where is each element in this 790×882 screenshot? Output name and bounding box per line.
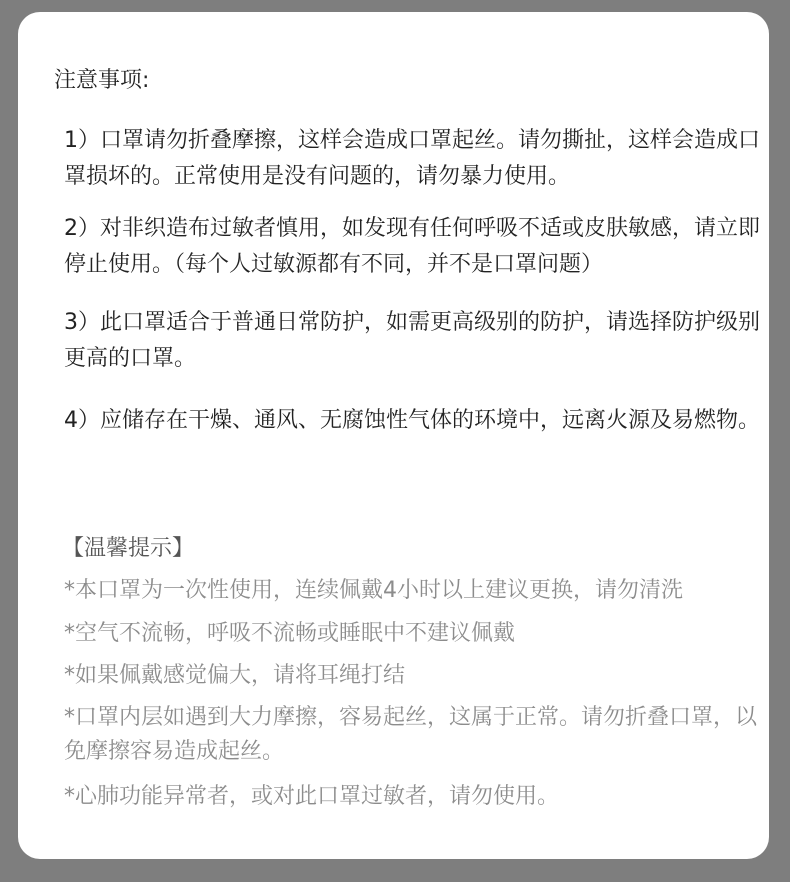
notice-card xyxy=(18,12,769,859)
notice-item-3: 3）此口罩适合于普通日常防护，如需更高级别的防护，请选择防护级别更高的口罩。 xyxy=(64,310,760,371)
tip-item-1: *本口罩为一次性使用，连续佩戴4小时以上建议更换，请勿清洗 xyxy=(64,578,683,603)
tip-item-2: *空气不流畅，呼吸不流畅或睡眠中不建议佩戴 xyxy=(64,621,516,646)
notice-item-2: 2）对非织造布过敏者慎用，如发现有任何呼吸不适或皮肤敏感，请立即停止使用。（每个人过敏源都有不同，并不是口罩问题） xyxy=(64,216,760,277)
tip-item-3: *如果佩戴感觉偏大，请将耳绳打结 xyxy=(64,663,406,688)
notice-item-1: 1）口罩请勿折叠摩擦，这样会造成口罩起丝。请勿撕扯，这样会造成口罩损坏的。正常使用是没有问题的，请勿暴力使用。 xyxy=(64,128,760,189)
notice-item-4: 4）应储存在干燥、通风、无腐蚀性气体的环境中，远离火源及易燃物。 xyxy=(64,408,760,433)
tip-item-4: *口罩内层如遇到大力摩擦，容易起丝，这属于正常。请勿折叠口罩，以免摩擦容易造成起丝。 xyxy=(64,705,758,764)
tip-item-5: *心肺功能异常者，或对此口罩过敏者，请勿使用。 xyxy=(64,784,560,809)
tips-title: 【温馨提示】 xyxy=(62,536,195,561)
notice-title: 注意事项: xyxy=(54,68,150,93)
